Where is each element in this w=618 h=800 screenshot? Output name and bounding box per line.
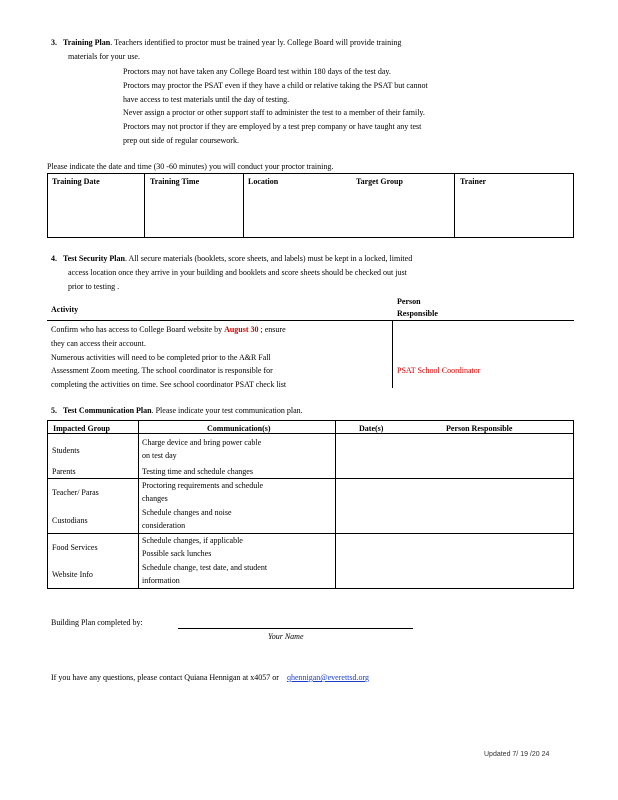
training-date-header: Training Date	[52, 177, 100, 186]
section3-heading	[51, 38, 401, 47]
security-row-1-cont: they can access their account.	[51, 339, 146, 348]
comm-teacher-line2: changes	[142, 494, 168, 503]
comm-custodians-line2: consideration	[142, 521, 186, 530]
person-responsible-header-1: Person	[397, 297, 421, 306]
signature-caption: Your Name	[268, 632, 304, 641]
section3-bullet-2-cont: have access to test materials until the day of testing.	[123, 95, 290, 104]
section4-line1: . All secure materials (booklets, score sheets, and labels) must be kept in a locked, limited	[124, 254, 413, 263]
section3-bullet-3: Never assign a proctor or other support staff to administer the test to a member of their family.	[123, 108, 425, 117]
dates-header: Date(s)	[359, 424, 384, 433]
training-time-header: Training Time	[150, 177, 200, 186]
group-food-services: Food Services	[52, 543, 98, 552]
comm-food-line2: Possible sack lunches	[142, 549, 212, 558]
section3-bullet-4-cont: prep out side of regular coursework.	[123, 136, 239, 145]
section3-bullet-4: Proctors may not proctor if they are employed by a test prep company or have taught any test	[123, 122, 422, 131]
section3-instruction: Please indicate the date and time (30 -60 minutes) you will conduct your proctor training.	[47, 162, 334, 171]
location-header: Location	[248, 177, 279, 186]
section4-title: Test Security Plan	[63, 254, 125, 263]
security-row-1-date: August 30	[224, 325, 259, 334]
communications-header: Communication(s)	[207, 424, 271, 433]
person-responsible-header-2: Responsible	[397, 309, 438, 318]
section3-bullet-2: Proctors may proctor the PSAT even if they have a child or relative taking the PSAT but cannot	[123, 81, 428, 90]
security-row-1-text-b: ; ensure	[260, 325, 286, 334]
contact-text: If you have any questions, please contact Quiana Hennigan at x4057 or	[51, 673, 279, 682]
security-row-2-line1: Numerous activities will need to be completed prior to the A&R Fall	[51, 353, 271, 362]
security-row-2-line3: completing the activities on time. See school coordinator PSAT check list	[51, 380, 287, 389]
section5-line1: . Please indicate your test communication plan.	[151, 406, 303, 415]
section3-line2: materials for your use.	[68, 52, 140, 61]
section3-title: Training Plan	[63, 38, 111, 47]
group-custodians: Custodians	[52, 516, 88, 525]
section4-line3: prior to testing .	[68, 282, 120, 291]
comm-custodians-line1: Schedule changes and noise	[142, 508, 232, 517]
signature-line[interactable]	[178, 628, 413, 629]
impacted-group-header: Impacted Group	[53, 424, 110, 433]
section5-number: 5.	[51, 406, 57, 415]
updated-date: Updated 7/ 19 /20 24	[484, 751, 550, 758]
group-parents: Parents	[52, 467, 76, 476]
contact-line	[51, 673, 369, 682]
comm-students-line2: on test day	[142, 451, 177, 460]
security-table-column-divider	[392, 320, 393, 388]
section3-number: 3.	[51, 38, 57, 47]
section4-line2: access location once they arrive in your building and booklets and score sheets should be checked out just	[68, 268, 407, 277]
comm-website-line2: information	[142, 576, 180, 585]
signature-label: Building Plan completed by:	[51, 618, 143, 627]
security-table-divider	[47, 320, 574, 321]
comm-food-line1: Schedule changes, if applicable	[142, 536, 243, 545]
group-website-info: Website Info	[52, 570, 93, 579]
security-row-2-line2: Assessment Zoom meeting. The school coordinator is responsible for	[51, 366, 273, 375]
security-row-2-person: PSAT School Coordinator	[397, 366, 481, 375]
section3-bullet-1: Proctors may not have taken any College Board test within 180 days of the test day.	[123, 67, 391, 76]
activity-header: Activity	[51, 305, 79, 314]
comm-website-line1: Schedule change, test date, and student	[142, 563, 268, 572]
section3-line1: . Teachers identified to proctor must be trained year ly. College Board will provide training	[110, 38, 402, 47]
contact-email-link[interactable]: qhennigan@everettsd.org	[286, 673, 370, 682]
comm-students-line1: Charge device and bring power cable	[142, 438, 262, 447]
trainer-header: Trainer	[460, 177, 487, 186]
section5-title: Test Communication Plan	[63, 406, 152, 415]
person-responsible-header: Person Responsible	[446, 424, 513, 433]
security-row-1-text: Confirm who has access to College Board website by	[51, 325, 223, 334]
target-group-header: Target Group	[356, 177, 403, 186]
section4-number: 4.	[51, 254, 57, 263]
section4-heading	[51, 254, 412, 263]
comm-parents: Testing time and schedule changes	[142, 467, 253, 476]
section5-heading	[51, 406, 303, 415]
group-students: Students	[52, 446, 80, 455]
security-row-1	[51, 325, 286, 334]
group-teacher-paras: Teacher/ Paras	[52, 488, 99, 497]
comm-teacher-line1: Proctoring requirements and schedule	[142, 481, 264, 490]
